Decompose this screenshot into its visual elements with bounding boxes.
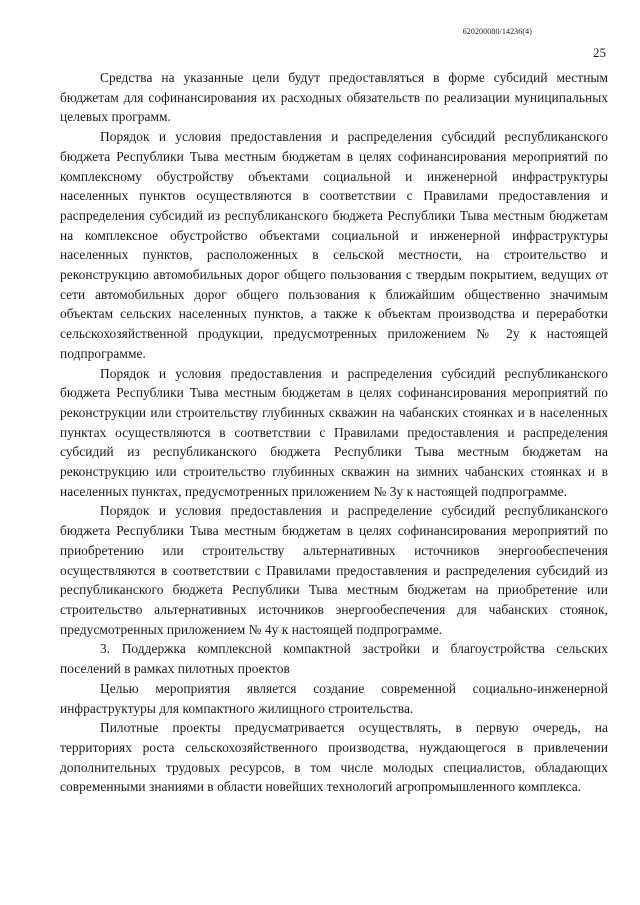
paragraph-goal: Целью мероприятия является создание современной социально-инженерной инфраструктуры для компактного жилищного строительства.: [60, 680, 608, 716]
paragraph-well-subsidies: Порядок и условия предоставления и распределения субсидий республиканского бюджета Республики Тыва местным бюджетам в целях софинансирования мероприятий по реконструкции или строительству глубинных скважин на чабанских стоянках и в населенных пунктах осуществляются в соответствии с Правилами предоставления и распределения субсидий из республиканского бюджета Республики Тыва местным бюджетам на реконструкцию или строительство глубинных скважин на зимних чабанских стоянках и в населенных пунктах, предусмотренных приложением № 3у к настоящей подпрограмме.: [60, 365, 608, 499]
document-body: [60, 68, 608, 797]
page-number: 25: [593, 45, 606, 60]
document-code: 620200080/14236(4): [462, 27, 532, 36]
section-heading-pilot-projects: 3. Поддержка комплексной компактной застройки и благоустройства сельских поселений в рамках пилотных проектов: [60, 641, 608, 677]
paragraph-infrastructure-subsidies: Порядок и условия предоставления и распределения субсидий республиканского бюджета Республики Тыва местным бюджетам в целях софинансирования мероприятий по комплексному обустройству объектами социальной и инженерной инфраструктуры населенных пунктов осуществляются в соответствии с Правилами предоставления и распределения субсидий из республиканского бюджета Республики Тыва местным бюджетам на комплексное обустройство объектами социальной и инженерной инфраструктуры населенных пунктов, расположенных в сельской местности, на строительство и реконструкцию автомобильных дорог общего пользования с твердым покрытием, ведущих от сети автомобильных дорог общего пользования к ближайшим общественно значимым объектам сельских населенных пунктов, а также к объектам производства и переработки сельскохозяйственной продукции, предусмотренных приложением № 2у к настоящей подпрограмме.: [60, 129, 608, 361]
paragraph-energy-subsidies: Порядок и условия предоставления и распределение субсидий республиканского бюджета Республики Тыва местным бюджетам в целях софинансирования мероприятий по приобретению или строительству альтернативных источников энергообеспечения осуществляются в соответствии с Правилами предоставления и распределения субсидий из республиканского бюджета Республики Тыва местным бюджетам на приобретение или строительство альтернативных источников энергообеспечения для чабанских стоянок, предусмотренных приложением № 4у к настоящей подпрограмме.: [60, 503, 608, 637]
paragraph-pilot-territories: Пилотные проекты предусматривается осуществлять, в первую очередь, на территориях роста сельскохозяйственного производства, нуждающегося в привлечении дополнительных трудовых ресурсов, в том числе молодых специалистов, обладающих современными знаниями в области новейших технологий агропромышленного комплекса.: [60, 720, 608, 795]
paragraph-funding: Средства на указанные цели будут предоставляться в форме субсидий местным бюджетам для софинансирования их расходных обязательств по реализации муниципальных целевых программ.: [60, 70, 608, 125]
